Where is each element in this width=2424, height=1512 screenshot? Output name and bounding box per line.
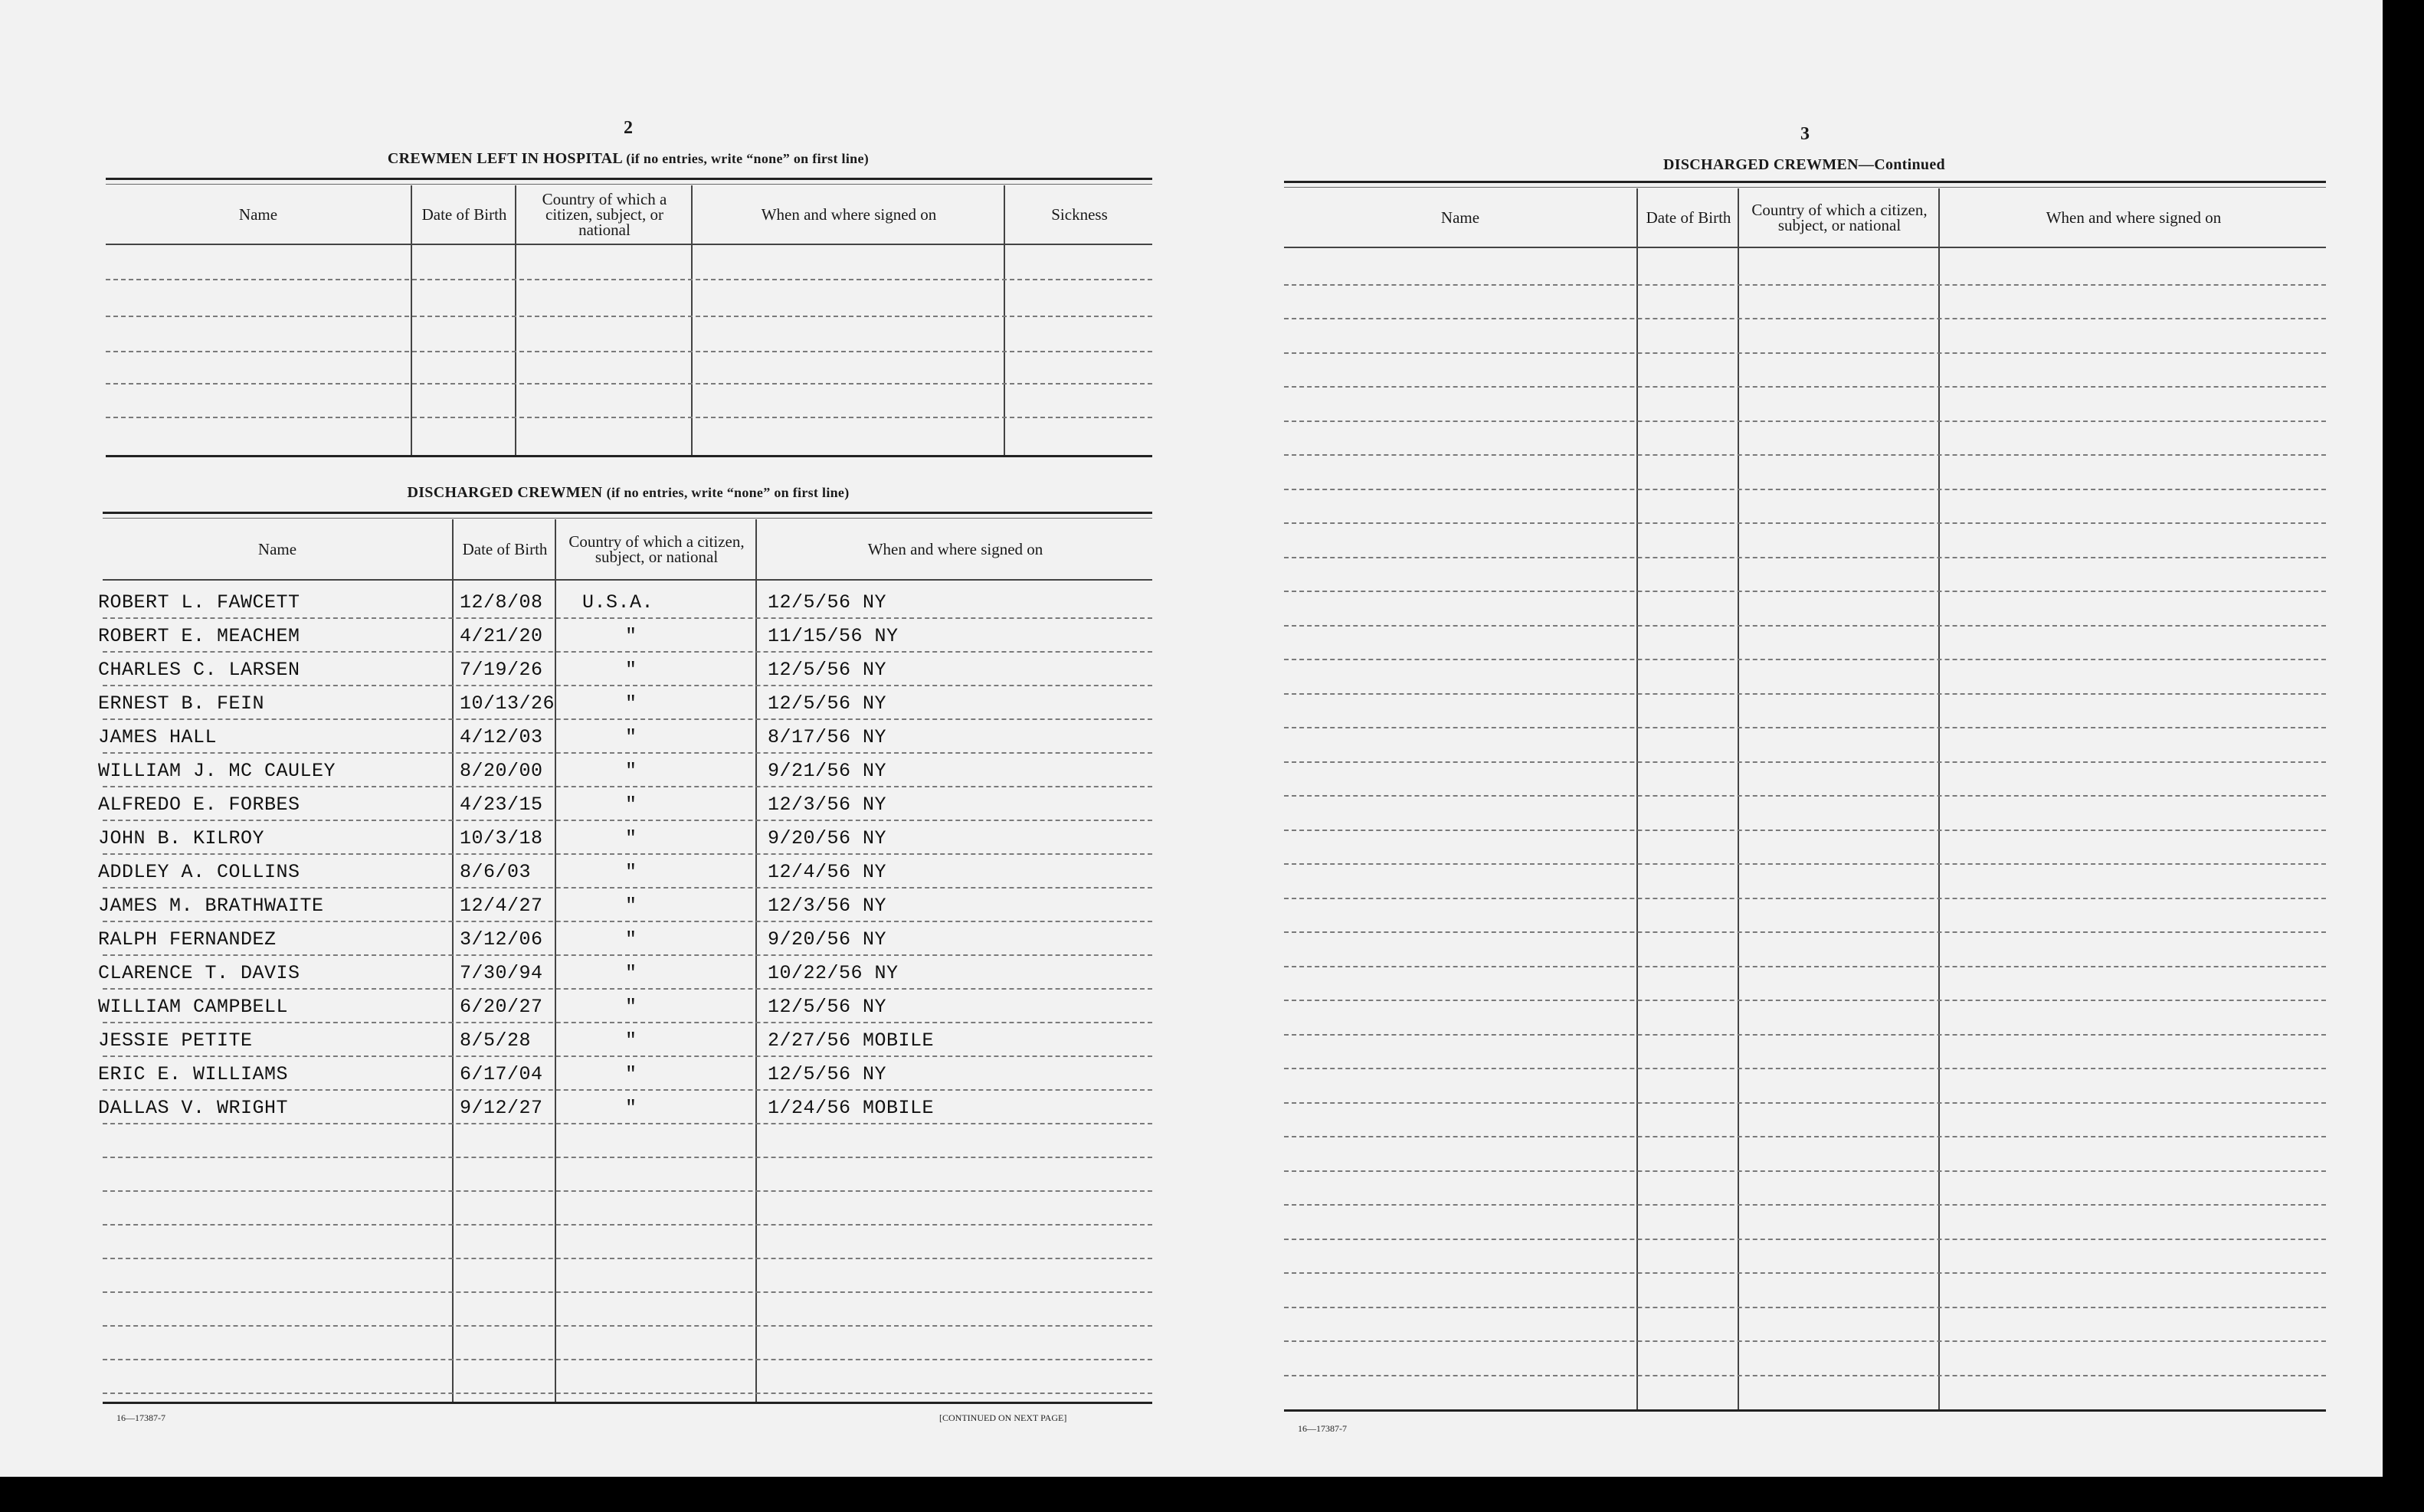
table-row-line — [103, 1123, 1152, 1124]
crewman-country: " — [625, 996, 637, 1018]
table-row-line — [103, 1258, 1152, 1259]
right-top-rule-2 — [1284, 187, 2326, 188]
table-row-line — [103, 1055, 1152, 1057]
right-row-line — [1284, 1204, 2326, 1206]
right-row-line — [1284, 591, 2326, 592]
crewman-dob: 9/12/27 — [460, 1097, 543, 1119]
hospital-row-line — [106, 417, 1152, 418]
crewman-dob: 12/4/27 — [460, 895, 543, 917]
crewman-signed-on: 9/21/56 NY — [768, 760, 887, 782]
hospital-header-name: Name — [238, 205, 278, 224]
hospital-header-sickness: Sickness — [1051, 205, 1108, 224]
crewman-name: CLARENCE T. DAVIS — [98, 962, 300, 984]
table-row-line — [103, 820, 1152, 821]
table-row-line — [103, 921, 1152, 922]
crewman-signed-on: 10/22/56 NY — [768, 962, 899, 984]
hospital-row-line — [106, 351, 1152, 352]
crewman-signed-on: 12/3/56 NY — [768, 895, 887, 917]
hospital-header-dob: Date of Birth — [421, 205, 507, 224]
crewman-signed-on: 12/5/56 NY — [768, 659, 887, 681]
hospital-col-divider — [1004, 185, 1005, 455]
crewman-name: JOHN B. KILROY — [98, 827, 265, 849]
crewman-signed-on: 1/24/56 MOBILE — [768, 1097, 935, 1119]
right-row-line — [1284, 1340, 2326, 1342]
right-row-line — [1284, 454, 2326, 456]
crewman-signed-on: 12/5/56 NY — [768, 1063, 887, 1085]
crewman-signed-on: 9/20/56 NY — [768, 928, 887, 951]
discharged-header-country: Country of which a citizen, subject, or national — [568, 532, 745, 566]
crewman-country: " — [625, 625, 637, 647]
crewman-signed-on: 12/5/56 NY — [768, 591, 887, 614]
table-row-line — [103, 1089, 1152, 1091]
crewman-signed-on: 9/20/56 NY — [768, 827, 887, 849]
right-row-line — [1284, 1034, 2326, 1036]
crewman-dob: 7/30/94 — [460, 962, 543, 984]
right-row-line — [1284, 284, 2326, 286]
table-row-line — [103, 617, 1152, 619]
right-row-line — [1284, 1307, 2326, 1308]
right-header-rule — [1284, 247, 2326, 248]
discharged-top-rule-2 — [103, 518, 1152, 519]
right-header-country: Country of which a citizen, subject, or national — [1751, 201, 1928, 234]
right-row-line — [1284, 489, 2326, 490]
table-row-line — [103, 1291, 1152, 1293]
left-footer-continued: [CONTINUED ON NEXT PAGE] — [939, 1412, 1067, 1423]
hospital-col-divider — [515, 185, 516, 455]
right-row-line — [1284, 863, 2326, 865]
discharged-header-name: Name — [257, 540, 297, 558]
table-row-line — [103, 853, 1152, 855]
right-row-line — [1284, 1102, 2326, 1104]
right-row-line — [1284, 421, 2326, 422]
crewman-name: DALLAS V. WRIGHT — [98, 1097, 289, 1119]
crewman-country: " — [625, 861, 637, 883]
table-row-line — [103, 651, 1152, 653]
crewman-name: WILLIAM CAMPBELL — [98, 996, 289, 1018]
table-row-line — [103, 752, 1152, 754]
discharged-title-text: DISCHARGED CREWMEN — [407, 484, 603, 501]
discharged-top-rule — [103, 512, 1152, 514]
crewman-country: " — [625, 726, 637, 748]
crewman-signed-on: 2/27/56 MOBILE — [768, 1029, 935, 1052]
table-row-line — [103, 1393, 1152, 1394]
crewman-dob: 10/3/18 — [460, 827, 543, 849]
crewman-dob: 7/19/26 — [460, 659, 543, 681]
crewman-country: " — [625, 895, 637, 917]
crewman-dob: 8/6/03 — [460, 861, 532, 883]
hospital-top-rule-2 — [106, 184, 1152, 185]
crewman-dob: 6/17/04 — [460, 1063, 543, 1085]
table-row-line — [103, 1190, 1152, 1192]
right-row-line — [1284, 1272, 2326, 1274]
right-bottom-rule — [1284, 1409, 2326, 1412]
right-col-divider — [1636, 188, 1638, 1409]
right-section-title: DISCHARGED CREWMEN—Continued — [1663, 156, 1945, 173]
crewman-name: ERNEST B. FEIN — [98, 692, 265, 715]
right-row-line — [1284, 386, 2326, 388]
hospital-row-line — [106, 383, 1152, 385]
crewman-country: U.S.A. — [582, 591, 654, 614]
crewman-dob: 8/5/28 — [460, 1029, 532, 1052]
crewman-country: " — [625, 760, 637, 782]
right-footer-form-number: 16—17387-7 — [1298, 1423, 1347, 1434]
discharged-title-note: (if no entries, write “none” on first line) — [606, 485, 850, 500]
right-row-line — [1284, 761, 2326, 763]
right-page-number: 3 — [1800, 124, 1810, 144]
crewman-signed-on: 12/5/56 NY — [768, 692, 887, 715]
discharged-header-signed-on: When and where signed on — [867, 540, 1043, 558]
right-header-dob: Date of Birth — [1646, 208, 1731, 227]
crewman-signed-on: 12/5/56 NY — [768, 996, 887, 1018]
table-row-line — [103, 1325, 1152, 1327]
crewman-country: " — [625, 1029, 637, 1052]
left-footer-form-number: 16—17387-7 — [116, 1412, 165, 1423]
crewman-name: ROBERT L. FAWCETT — [98, 591, 300, 614]
hospital-col-divider — [411, 185, 412, 455]
crewman-name: JAMES HALL — [98, 726, 218, 748]
hospital-header-signed-on: When and where signed on — [761, 205, 937, 224]
crewman-signed-on: 8/17/56 NY — [768, 726, 887, 748]
hospital-bottom-rule — [106, 455, 1152, 457]
crewman-country: " — [625, 962, 637, 984]
discharged-section-title — [107, 484, 1149, 502]
table-row-line — [103, 887, 1152, 889]
right-col-divider — [1738, 188, 1739, 1409]
right-row-line — [1284, 352, 2326, 354]
table-row-line — [103, 1022, 1152, 1023]
right-row-line — [1284, 1170, 2326, 1172]
crewman-dob: 8/20/00 — [460, 760, 543, 782]
right-col-divider — [1938, 188, 1940, 1409]
discharged-bottom-rule — [103, 1402, 1152, 1404]
hospital-col-divider — [691, 185, 693, 455]
hospital-title-text: CREWMEN LEFT IN HOSPITAL — [387, 150, 622, 167]
crewman-name: JAMES M. BRATHWAITE — [98, 895, 324, 917]
hospital-header-rule — [106, 244, 1152, 245]
right-row-line — [1284, 693, 2326, 695]
right-row-line — [1284, 966, 2326, 967]
crewman-country: " — [625, 928, 637, 951]
right-row-line — [1284, 830, 2326, 831]
hospital-section-title — [107, 150, 1149, 168]
crewman-signed-on: 12/4/56 NY — [768, 861, 887, 883]
right-row-line — [1284, 659, 2326, 660]
table-row-line — [103, 954, 1152, 956]
right-row-line — [1284, 318, 2326, 319]
crewman-country: " — [625, 1063, 637, 1085]
right-row-line — [1284, 625, 2326, 627]
right-row-line — [1284, 898, 2326, 899]
left-page-number: 2 — [624, 118, 633, 138]
crewman-country: " — [625, 692, 637, 715]
crewman-country: " — [625, 827, 637, 849]
crewman-dob: 4/23/15 — [460, 794, 543, 816]
hospital-header-country: Country of which a citizen, subject, or national — [542, 190, 667, 239]
hospital-row-line — [106, 279, 1152, 280]
right-row-line — [1284, 1000, 2326, 1001]
table-row-line — [103, 1157, 1152, 1158]
crewman-country: " — [625, 794, 637, 816]
right-row-line — [1284, 1239, 2326, 1240]
table-row-line — [103, 786, 1152, 787]
crewman-name: ALFREDO E. FORBES — [98, 794, 300, 816]
hospital-row-line — [106, 316, 1152, 317]
right-row-line — [1284, 1136, 2326, 1137]
crewman-dob: 6/20/27 — [460, 996, 543, 1018]
crewman-dob: 3/12/06 — [460, 928, 543, 951]
table-row-line — [103, 1224, 1152, 1226]
discharged-header-rule — [103, 579, 1152, 581]
crewman-name: CHARLES C. LARSEN — [98, 659, 300, 681]
table-row-line — [103, 1359, 1152, 1360]
crewman-country: " — [625, 659, 637, 681]
crewman-name: ERIC E. WILLIAMS — [98, 1063, 289, 1085]
hospital-top-rule — [106, 178, 1152, 180]
right-row-line — [1284, 1068, 2326, 1069]
crewman-signed-on: 11/15/56 NY — [768, 625, 899, 647]
crewman-dob: 4/12/03 — [460, 726, 543, 748]
crewman-name: ADDLEY A. COLLINS — [98, 861, 300, 883]
crewman-dob: 12/8/08 — [460, 591, 543, 614]
table-row-line — [103, 685, 1152, 686]
table-row-line — [103, 718, 1152, 720]
crewman-signed-on: 12/3/56 NY — [768, 794, 887, 816]
right-row-line — [1284, 931, 2326, 933]
crewman-name: RALPH FERNANDEZ — [98, 928, 277, 951]
crewman-country: " — [625, 1097, 637, 1119]
hospital-title-note: (if no entries, write “none” on first line) — [626, 151, 870, 166]
right-row-line — [1284, 795, 2326, 797]
crewman-dob: 4/21/20 — [460, 625, 543, 647]
table-row-line — [103, 988, 1152, 990]
crewman-name: WILLIAM J. MC CAULEY — [98, 760, 336, 782]
right-row-line — [1284, 557, 2326, 558]
right-header-name: Name — [1440, 208, 1480, 227]
right-top-rule — [1284, 181, 2326, 183]
right-header-signed-on: When and where signed on — [2046, 208, 2222, 227]
crewman-name: ROBERT E. MEACHEM — [98, 625, 300, 647]
right-row-line — [1284, 1375, 2326, 1376]
crewman-name: JESSIE PETITE — [98, 1029, 253, 1052]
right-row-line — [1284, 522, 2326, 524]
crewman-dob: 10/13/26 — [460, 692, 555, 715]
right-row-line — [1284, 727, 2326, 728]
discharged-header-dob: Date of Birth — [462, 540, 548, 558]
